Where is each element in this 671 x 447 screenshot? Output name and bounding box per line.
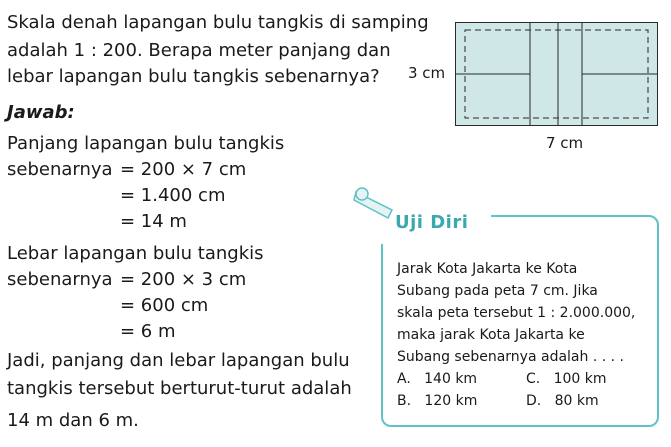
option-text: 120 km (424, 393, 478, 409)
option-letter: D. (526, 393, 542, 409)
question-line-5: Subang sebenarnya adalah . . . . (397, 349, 624, 365)
badminton-court-figure (455, 22, 658, 126)
question-line-4: maka jarak Kota Jakarta ke (397, 327, 585, 343)
conclusion-line-3: 14 m dan 6 m. (7, 410, 139, 431)
option-text: 80 km (554, 393, 599, 409)
panjang-label: sebenarnya (7, 159, 113, 180)
problem-line-1: Skala denah lapangan bulu tangkis di samping (7, 12, 429, 33)
lebar-line-1: Lebar lapangan bulu tangkis (7, 243, 264, 264)
problem-line-3: lebar lapangan bulu tangkis sebenarnya? (7, 66, 380, 87)
panjang-step-2: = 1.400 cm (120, 185, 226, 206)
option-d (526, 390, 599, 412)
problem-line-2: adalah 1 : 200. Berapa meter panjang dan (7, 40, 391, 61)
option-text: 100 km (553, 371, 607, 387)
width-label: 7 cm (546, 134, 584, 152)
uji-diri-title: Uji Diri (395, 212, 469, 233)
lebar-step-2: = 600 cm (120, 295, 209, 316)
option-letter: A. (397, 371, 411, 387)
answer-heading: Jawab: (7, 102, 75, 123)
panjang-line-1: Panjang lapangan bulu tangkis (7, 133, 285, 154)
option-text: 140 km (424, 371, 478, 387)
option-b (397, 390, 477, 412)
height-label: 3 cm (408, 64, 446, 82)
lebar-step-3: = 6 m (120, 321, 176, 342)
lebar-step-1: = 200 × 3 cm (120, 269, 247, 290)
question-line-2: Subang pada peta 7 cm. Jika (397, 283, 598, 299)
conclusion-line-2: tangkis tersebut berturut-turut adalah (7, 378, 352, 399)
question-line-3: skala peta tersebut 1 : 2.000.000, (397, 305, 636, 321)
panjang-step-3: = 14 m (120, 211, 187, 232)
court-lines (455, 22, 658, 126)
option-c (526, 368, 607, 390)
option-a (397, 368, 477, 390)
option-letter: B. (397, 393, 412, 409)
question-line-1: Jarak Kota Jakarta ke Kota (397, 261, 578, 277)
panjang-step-1: = 200 × 7 cm (120, 159, 247, 180)
lebar-label: sebenarnya (7, 269, 113, 290)
conclusion-line-1: Jadi, panjang dan lebar lapangan bulu (7, 350, 350, 371)
option-letter: C. (526, 371, 541, 387)
